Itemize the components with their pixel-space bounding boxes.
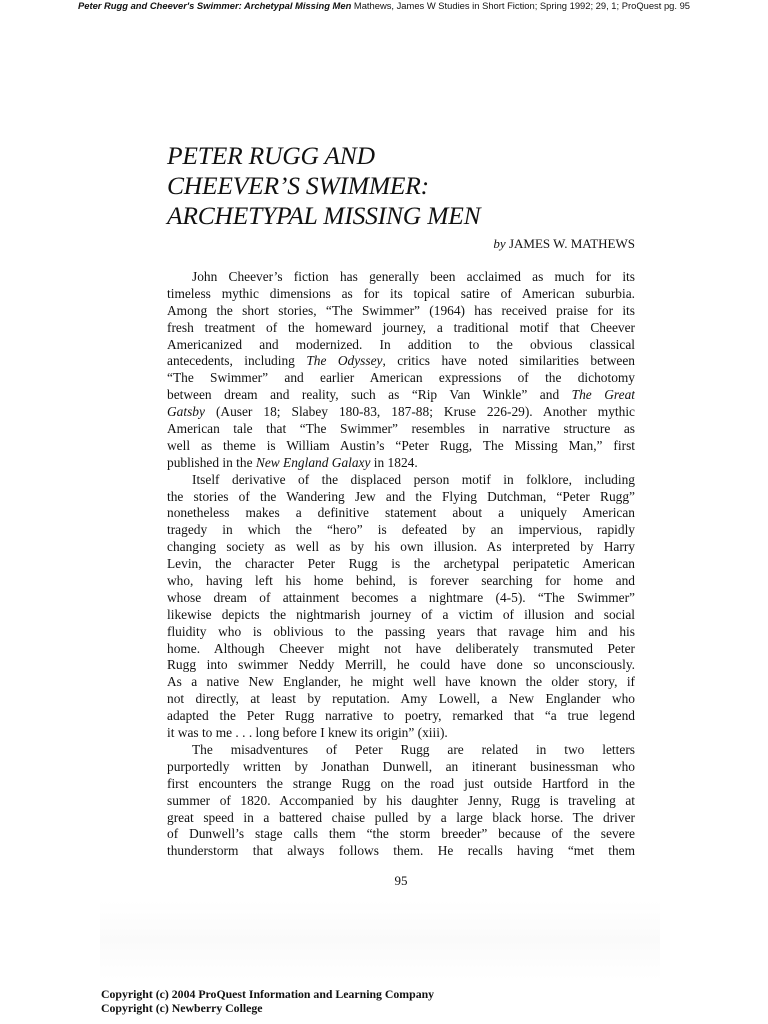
body-text-segment: The Odyssey — [306, 353, 383, 369]
body-line — [167, 337, 635, 354]
body-text-segment: Levin, the character Peter Rugg is the archetypal peripatetic American — [167, 556, 635, 572]
body-text-segment: As a native New Englander, he might well have known the older story, if — [167, 674, 635, 690]
body-line — [167, 472, 635, 489]
body-line — [167, 522, 635, 539]
body-text-segment: fresh treatment of the homeward journey, a traditional motif that Cheever — [167, 319, 635, 335]
body-text-segment: Americanized and modernized. In addition to the obvious classical — [167, 336, 635, 352]
body-text-segment: nonetheless makes a definitive statement about a uniquely American — [167, 505, 635, 521]
body-text-segment: changing society as well as by his own illusion. As interpreted by Harry — [167, 539, 635, 555]
body-line — [167, 590, 635, 607]
body-text-segment: in 1824. — [370, 454, 418, 470]
body-line — [167, 607, 635, 624]
title-line: PETER RUGG AND — [167, 141, 375, 170]
body-text-segment: Itself derivative of the displaced person motif in folklore, including — [192, 471, 635, 487]
body-text-segment: purportedly written by Jonathan Dunwell, an itinerant businessman who — [167, 758, 635, 774]
body-text-segment: John Cheever’s fiction has generally been acclaimed as much for its — [192, 269, 635, 284]
title-line: CHEEVER’S SWIMMER: — [167, 171, 429, 200]
body-text-segment: The Great — [571, 387, 635, 403]
body-line — [167, 725, 635, 742]
body-line — [167, 742, 635, 759]
body-text-segment: , critics have noted similarities between — [382, 353, 635, 369]
body-text-segment: “The Swimmer” and earlier American expressions of the dichotomy — [167, 370, 635, 386]
copyright-line: Copyright (c) 2004 ProQuest Information and Learning Company — [101, 987, 435, 1001]
body-line — [167, 269, 635, 286]
body-text-segment: tragedy in which the “hero” is defeated by an impervious, rapidly — [167, 522, 635, 538]
body-text-segment: summer of 1820. Accompanied by his daughter Jenny, Rugg is traveling at — [167, 792, 635, 808]
body-text-segment: adapted the Peter Rugg narrative to poetry, remarked that “a true legend — [167, 708, 635, 724]
body-text-segment: not directly, at least by reputation. Amy Lowell, a New Englander who — [167, 691, 635, 707]
body-line — [167, 286, 635, 303]
body-line — [167, 370, 635, 387]
body-line — [167, 624, 635, 641]
header-article-title: Peter Rugg and Cheever's Swimmer: Archetypal Missing Men — [77, 0, 352, 11]
body-text-segment: first encounters the strange Rugg on the road just outside Hartford in the — [167, 775, 635, 791]
body-text-segment: New England Galaxy — [255, 454, 371, 470]
body-text-segment: Gatsby — [167, 404, 205, 420]
scan-shading — [100, 900, 660, 980]
copyright-footer — [101, 987, 601, 1015]
body-text-segment: who, having left his home behind, is forever searching for home and — [167, 573, 635, 589]
body-line — [167, 556, 635, 573]
body-line — [167, 691, 635, 708]
body-text-segment: thunderstorm that always follows them. He recalls having “met them — [167, 843, 635, 859]
body-text-segment: well as theme is William Austin’s “Peter Rugg, The Missing Man,” first — [167, 437, 635, 453]
body-text-segment: whose dream of attainment becomes a nightmare (4-5). “The Swimmer” — [167, 589, 635, 605]
body-line — [167, 303, 635, 320]
body-line — [167, 843, 635, 860]
body-line — [167, 573, 635, 590]
byline-by: by — [493, 236, 506, 251]
body-text-segment: The misadventures of Peter Rugg are related in two letters — [192, 741, 635, 757]
page-number: 95 — [394, 873, 408, 888]
body-line — [167, 421, 635, 438]
body-line — [167, 505, 635, 522]
body-text-segment: Rugg into swimmer Neddy Merrill, he could have done so unconsciously. — [167, 657, 635, 673]
body-text-segment: between dream and reality, such as “Rip Van Winkle” and — [167, 387, 572, 403]
body-line — [167, 641, 635, 658]
body-text-segment: fluidity who is oblivious to the passing years that ravage him and his — [167, 623, 635, 639]
body-line — [167, 387, 635, 404]
body-line — [167, 353, 635, 370]
body-line — [167, 776, 635, 793]
citation-header — [0, 0, 768, 14]
body-line — [167, 489, 635, 506]
body-text-segment: likewise depicts the nightmarish journey of a victim of illusion and social — [167, 606, 635, 622]
title-line: ARCHETYPAL MISSING MEN — [167, 201, 481, 230]
body-text-segment: antecedents, including — [167, 353, 307, 369]
body-text-segment: American tale that “The Swimmer” resembles in narrative structure as — [167, 421, 635, 437]
body-line — [167, 793, 635, 810]
body-text-segment: home. Although Cheever might not have deliberately transmuted Peter — [167, 640, 635, 656]
body-line — [167, 826, 635, 843]
body-line — [167, 320, 635, 337]
body-text-segment: timeless mythic dimensions as for its topical satire of American suburbia. — [167, 285, 635, 301]
author-byline — [167, 236, 635, 252]
article-body — [167, 269, 635, 860]
body-text-segment: of Dunwell’s stage calls them “the storm breeder” because of the severe — [167, 826, 635, 842]
body-text-segment: the stories of the Wandering Jew and the Flying Dutchman, “Peter Rugg” — [167, 488, 635, 504]
body-line — [167, 438, 635, 455]
copyright-line: Copyright (c) Newberry College — [101, 1001, 263, 1015]
body-line — [167, 455, 635, 472]
header-citation: Mathews, James W Studies in Short Fiction; Spring 1992; 29, 1; ProQuest pg. 95 — [351, 0, 691, 11]
article-title — [167, 141, 637, 231]
body-line — [167, 657, 635, 674]
body-line — [167, 539, 635, 556]
body-line — [167, 810, 635, 827]
body-text-segment: (Auser 18; Slabey 180-83, 187-88; Kruse 226-29). Another mythic — [204, 404, 635, 420]
body-text-segment: Among the short stories, “The Swimmer” (1964) has received praise for its — [167, 302, 635, 318]
body-line — [167, 708, 635, 725]
body-text-segment: it was to me . . . long before I knew its origin” (xiii). — [167, 725, 448, 741]
body-text-segment: great speed in a battered chaise pulled by a large black horse. The driver — [167, 809, 635, 825]
body-text-segment: published in the — [167, 454, 256, 470]
body-line — [167, 674, 635, 691]
body-line — [167, 759, 635, 776]
body-line — [167, 404, 635, 421]
byline-author: JAMES W. MATHEWS — [505, 236, 635, 251]
